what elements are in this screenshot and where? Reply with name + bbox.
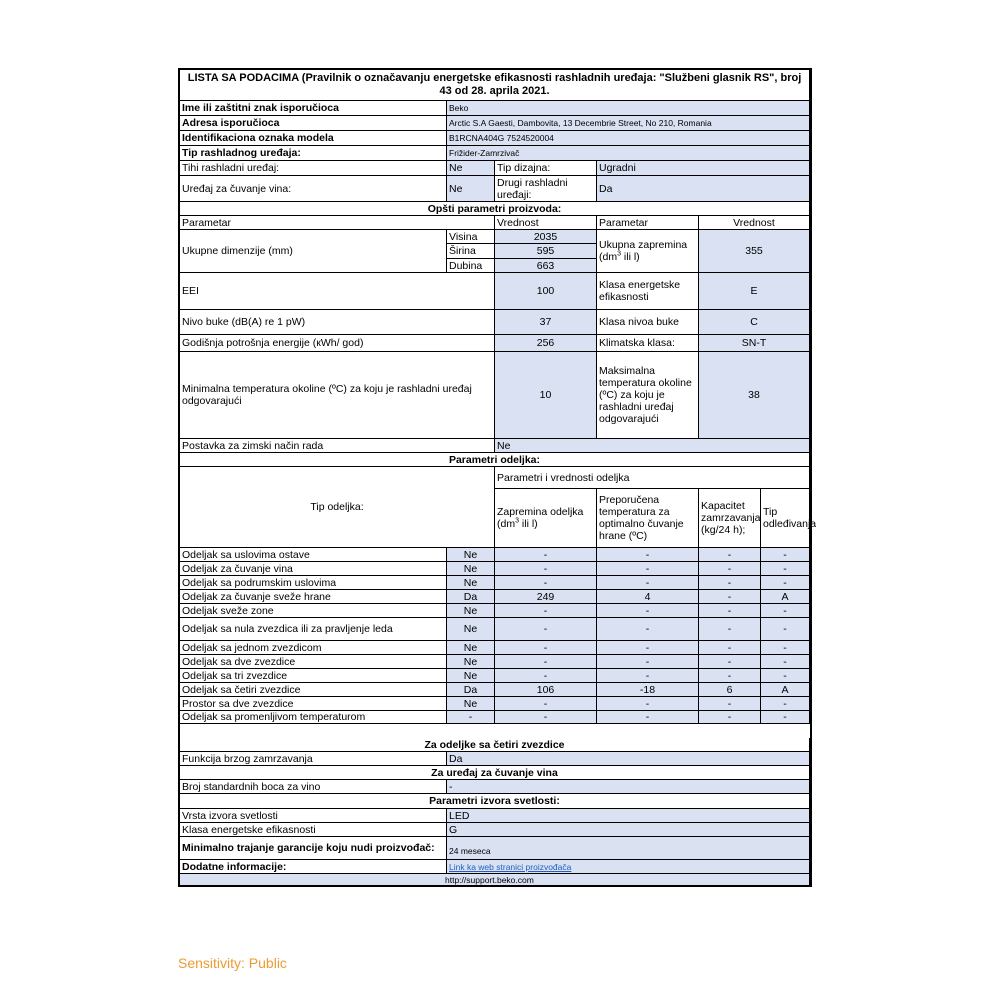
compartment-volume: - [495,618,597,641]
height-label: Visina [447,230,495,244]
compartment-defrost: A [761,683,810,697]
value-header: Vrednost [495,216,597,230]
compartment-name: Odeljak sa jednom zvezdicom [180,641,447,655]
param-header-2: Parametar [597,216,699,230]
compartment-capacity: - [699,618,761,641]
compartment-volume: - [495,641,597,655]
compartment-present: Ne [447,548,495,562]
appliance-type-label: Tip rashladnog uređaja: [180,146,447,161]
fast-freeze-value: Da [447,752,810,766]
compartment-volume: - [495,655,597,669]
compartment-name: Odeljak sveže zone [180,604,447,618]
compartment-capacity: - [699,604,761,618]
compartment-defrost: - [761,562,810,576]
compartment-defrost: - [761,655,810,669]
warranty-value: 24 meseca [447,837,810,860]
compartment-capacity: - [699,548,761,562]
compartment-temp: - [597,604,699,618]
compartment-name: Odeljak za čuvanje sveže hrane [180,590,447,604]
wine-device-value: Ne [447,176,495,202]
noise-label: Nivo buke (dB(A) re 1 pW) [180,310,495,335]
warranty-label: Minimalno trajanje garancije koju nudi proizvođač: [180,837,447,860]
noise-value: 37 [495,310,597,335]
sensitivity-label: Sensitivity: Public [178,955,287,971]
compartment-name: Odeljak sa tri zvezdice [180,669,447,683]
compartment-temp: - [597,618,699,641]
noise-class-label: Klasa nivoa buke [597,310,699,335]
compartment-volume: - [495,604,597,618]
supplier-address-label: Adresa isporučioca [180,116,447,131]
value-header-2: Vrednost [699,216,810,230]
compartment-name: Odeljak sa uslovima ostave [180,548,447,562]
supplier-address-value: Arctic S.A Gaesti, Dambovita, 13 Decembrie Street, No 210, Romania [447,116,810,131]
compartment-present: Ne [447,562,495,576]
dimensions-label: Ukupne dimenzije (mm) [180,230,447,273]
support-url[interactable]: http://support.beko.com [180,874,810,885]
compartment-temp: -18 [597,683,699,697]
compartment-capacity: - [699,641,761,655]
compartment-present: Ne [447,618,495,641]
compartment-defrost: - [761,576,810,590]
compartment-volume: - [495,548,597,562]
compartment-name: Odeljak sa dve zvezdice [180,655,447,669]
energy-class-label: Klasa energetske efikasnosti [597,273,699,310]
compartment-present: Ne [447,669,495,683]
compartment-temp: - [597,711,699,724]
compartment-volume: - [495,669,597,683]
width-value: 595 [495,244,597,259]
compartment-defrost: A [761,590,810,604]
compartment-temp: - [597,548,699,562]
general-params-heading: Opšti parametri proizvoda: [180,202,810,216]
compartment-temp: - [597,576,699,590]
col-volume-header [495,489,597,548]
col-volume-text-1: Zapremina odeljka (dm [497,506,584,530]
manufacturer-web-link[interactable]: Link ka web stranici proizvođača [449,861,572,872]
winter-label: Postavka za zimski način rada [180,439,495,453]
winter-value: Ne [495,439,810,453]
col-temp-header: Preporučena temperatura za optimalno čuvanje hrane (ºC) [597,489,699,548]
compartment-volume: - [495,562,597,576]
min-temp-label: Minimalna temperatura okoline (ºC) za koju je rashladni uređaj odgovarajući [180,352,495,439]
appliance-type-value: Frižider-Zamrzivač [447,146,810,161]
compartment-name: Prostor sa dve zvezdice [180,697,447,711]
compartment-defrost: - [761,604,810,618]
compartment-volume: 249 [495,590,597,604]
supplier-name-label: Ime ili zaštitni znak isporučioca [180,101,447,116]
quiet-label: Tihi rashladni uređaj: [180,161,447,176]
compartment-capacity: 6 [699,683,761,697]
compartment-temp: 4 [597,590,699,604]
eei-label: EEI [180,273,495,310]
compartment-capacity: - [699,576,761,590]
compartment-present: Da [447,683,495,697]
climate-label: Klimatska klasa: [597,335,699,352]
total-volume-label [597,230,699,273]
wine-device-heading: Za uređaj za čuvanje vina [180,766,810,780]
bottles-label: Broj standardnih boca za vino [180,780,447,794]
compartment-present: Ne [447,576,495,590]
volume-sup: 3 [617,250,621,258]
noise-class-value: C [699,310,810,335]
climate-value: SN-T [699,335,810,352]
col-capacity-header: Kapacitet zamrzavanja (kg/24 h); [699,489,761,548]
height-value: 2035 [495,230,597,244]
param-header: Parametar [180,216,495,230]
compartment-capacity: - [699,669,761,683]
compartment-capacity: - [699,562,761,576]
width-label: Širina [447,244,495,259]
compartment-defrost: - [761,618,810,641]
compartment-name: Odeljak sa podrumskim uslovima [180,576,447,590]
volume-label-3: ili l) [621,251,640,263]
compartment-defrost: - [761,548,810,562]
compartment-temp: - [597,697,699,711]
light-type-label: Vrsta izvora svetlosti [180,809,447,823]
energy-class-value: E [699,273,810,310]
bottles-value: - [447,780,810,794]
compartment-defrost: - [761,669,810,683]
four-star-heading: Za odeljke sa četiri zvezdice [180,738,810,752]
compartment-present: Da [447,590,495,604]
extra-info-label: Dodatne informacije: [180,860,447,874]
compartment-volume: - [495,576,597,590]
compartment-volume: 106 [495,683,597,697]
compartment-name: Odeljak za čuvanje vina [180,562,447,576]
volume-label-2: (dm [599,251,618,263]
compartment-temp: - [597,655,699,669]
max-temp-value: 38 [699,352,810,439]
compartment-temp: - [597,562,699,576]
compartment-volume: - [495,711,597,724]
volume-label-1: Ukupna zapremina [599,239,688,251]
wine-device-label: Uređaj za čuvanje vina: [180,176,447,202]
supplier-name-value: Beko [447,101,810,116]
compartment-type-header: Tip odeljka: [180,467,495,548]
compartment-defrost: - [761,711,810,724]
compartment-name: Odeljak sa četiri zvezdice [180,683,447,697]
compartment-present: Ne [447,655,495,669]
sheet-title: LISTA SA PODACIMA (Pravilnik o označavanju energetske efikasnosti rashladnih uređaja: "Službeni glasnik RS", broj 43 od 28. aprila 2021. [180,70,810,101]
compartment-temp: - [597,669,699,683]
consumption-label: Godišnja potrošnja energije (кWh/ god) [180,335,495,352]
consumption-value: 256 [495,335,597,352]
compartment-name: Odeljak sa nula zvezdica ili za pravljenje leda [180,618,447,641]
compartment-present: Ne [447,641,495,655]
depth-value: 663 [495,259,597,273]
compartment-params-header: Parametri i vrednosti odeljka [495,467,810,489]
compartment-capacity: - [699,655,761,669]
other-devices-value: Da [597,176,810,202]
compartment-volume: - [495,697,597,711]
col-volume-sup: 3 [515,517,519,525]
eei-value: 100 [495,273,597,310]
light-type-value: LED [447,809,810,823]
compartment-present: Ne [447,697,495,711]
compartment-capacity: - [699,590,761,604]
data-sheet [178,68,817,887]
min-temp-value: 10 [495,352,597,439]
compartments-heading: Parametri odeljka: [180,453,810,467]
light-class-label: Klasa energetske efikasnosti [180,823,447,837]
model-id-label: Identifikaciona oznaka modela [180,131,447,146]
compartment-present: - [447,711,495,724]
compartment-temp: - [597,641,699,655]
light-class-value: G [447,823,810,837]
compartment-name: Odeljak sa promenljivom temperaturom [180,711,447,724]
design-value: Ugradni [597,161,810,176]
compartment-capacity: - [699,697,761,711]
compartment-present: Ne [447,604,495,618]
col-defrost-header: Tip odleđivanja [761,489,810,548]
extra-info-link-cell [447,860,810,874]
fast-freeze-label: Funkcija brzog zamrzavanja [180,752,447,766]
compartment-capacity: - [699,711,761,724]
max-temp-label: Maksimalna temperatura okoline (ºC) za koju je rashladni uređaj odgovarajući [597,352,699,439]
model-id-value: B1RCNA404G 7524520004 [447,131,810,146]
compartment-defrost: - [761,641,810,655]
col-volume-text-2: ili l) [519,518,538,530]
total-volume-value: 355 [699,230,810,273]
design-label: Tip dizajna: [495,161,597,176]
other-devices-label: Drugi rashladni uređaji: [495,176,597,202]
compartment-defrost: - [761,697,810,711]
light-heading: Parametri izvora svetlosti: [180,794,810,809]
quiet-value: Ne [447,161,495,176]
depth-label: Dubina [447,259,495,273]
